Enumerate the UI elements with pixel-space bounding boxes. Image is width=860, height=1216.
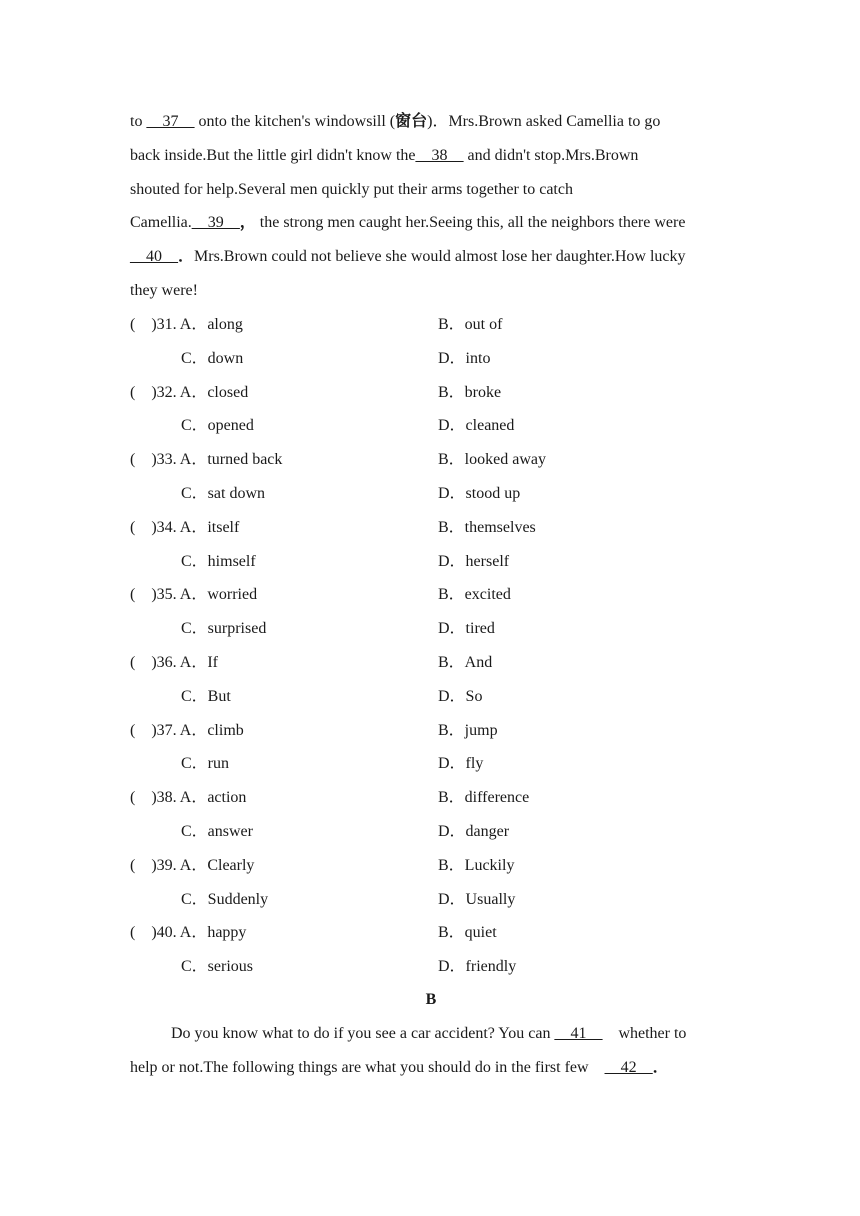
blank-38: __38__ [415,146,464,164]
passage-line [130,139,732,173]
option-c: C．down [181,349,244,367]
question-row [130,646,732,680]
question-option-a: ( )35. A．worried [130,586,258,604]
question-row-cd [130,545,732,579]
passage-line [130,105,732,139]
question-row-cd [130,409,732,443]
text: whether to [602,1024,687,1042]
question-option-a: ( )32. A．closed [130,383,249,401]
punct: ． [652,1058,669,1076]
option-b: B．Luckily [438,856,515,874]
passage-line [130,206,732,240]
question-option-a: ( )36. A．If [130,653,218,671]
blank-42: __42__ [604,1058,653,1076]
option-c: C．run [181,755,230,773]
question-row [130,443,732,477]
blank-40: __40__ [130,248,178,266]
text: back inside.But the little girl didn't know the [130,146,416,164]
question-option-a: ( )40. A．happy [130,924,247,942]
option-b: B．looked away [438,451,546,469]
question-row-cd [130,883,732,917]
question-row-cd [130,477,732,511]
punct: ． [178,248,195,266]
question-row [130,781,732,815]
question-row [130,714,732,748]
option-c: C．But [181,687,231,705]
option-b: B．quiet [438,924,497,942]
question-option-a: ( )31. A．along [130,316,243,333]
question-row-cd [130,680,732,714]
question-option-a: ( )37. A．climb [130,721,244,739]
option-c: C．opened [181,417,254,435]
option-b: B．broke [438,383,502,401]
question-row [130,578,732,612]
chinese-gloss: 窗台 [395,113,428,130]
text: to [130,113,147,130]
option-b: B．difference [438,789,530,807]
option-c: C．answer [181,822,253,840]
question-row-cd [130,342,732,376]
question-row-cd [130,815,732,849]
question-list [130,308,732,984]
option-c: C．himself [181,552,256,570]
passage-a-end [130,105,732,308]
question-row [130,916,732,950]
question-option-a: ( )39. A．Clearly [130,856,255,874]
passage-line: shouted for help.Several men quickly put their arms together to catch [130,180,573,198]
option-d: D．friendly [438,958,517,976]
option-d: D．into [438,349,491,367]
question-option-a: ( )34. A．itself [130,518,240,536]
option-d: D．herself [438,552,510,570]
option-b: B．And [438,653,493,671]
option-c: C．Suddenly [181,890,269,908]
blank-37: __37__ [146,113,195,130]
option-d: D．danger [438,822,510,840]
option-c: C．serious [181,958,254,976]
option-b: B．out of [438,316,503,333]
question-option-a: ( )33. A．turned back [130,451,283,469]
option-d: D．tired [438,620,495,638]
option-c: C．sat down [181,484,266,502]
passage-line [130,1017,732,1051]
blank-41: __41__ [554,1024,603,1042]
text: onto the kitchen's windowsill ( [194,113,396,130]
punct: ， [239,214,256,232]
option-d: D．stood up [438,484,521,502]
section-title: B [425,991,437,1008]
question-row-cd [130,612,732,646]
option-d: D．Usually [438,890,516,908]
question-row [130,511,732,545]
text: )．Mrs.Brown asked Camellia to go [427,113,661,130]
text: help or not.The following things are what you should do in the first few [130,1058,605,1076]
text: Mrs.Brown could not believe she would almost lose her daughter.How lucky [194,248,686,266]
option-d: D．fly [438,755,484,773]
question-option-a: ( )38. A．action [130,789,247,807]
option-b: B．themselves [438,518,536,536]
text: Camellia. [130,214,192,232]
question-row-cd [130,747,732,781]
option-b: B．excited [438,586,511,604]
passage-line: they were! [130,281,198,299]
question-row-cd [130,950,732,984]
option-d: D．So [438,687,483,705]
option-b: B．jump [438,721,498,739]
option-d: D．cleaned [438,417,515,435]
passage-line [130,240,732,274]
text: and didn't stop.Mrs.Brown [463,146,639,164]
passage-line [130,1051,732,1085]
text: the strong men caught her.Seeing this, all the neighbors there were [255,214,686,232]
blank-39: __39__ [191,214,240,232]
text: Do you know what to do if you see a car accident? You can [171,1024,555,1042]
question-row [130,308,732,342]
option-c: C．surprised [181,620,267,638]
section-b [130,983,732,1084]
question-row [130,376,732,410]
question-row [130,849,732,883]
